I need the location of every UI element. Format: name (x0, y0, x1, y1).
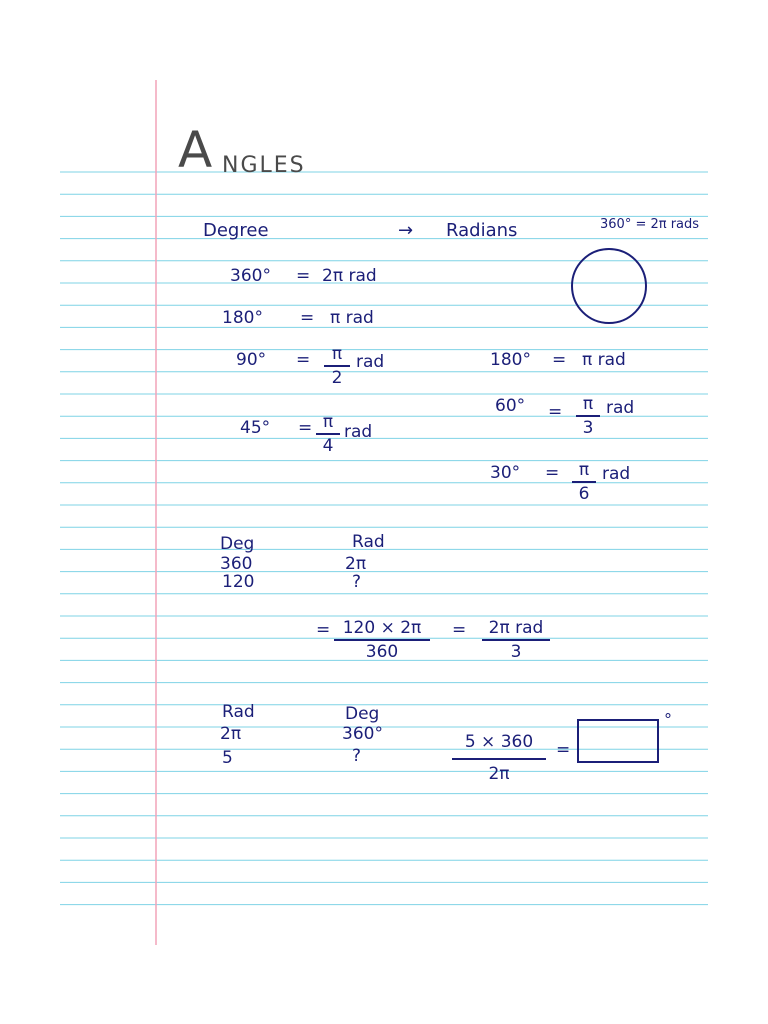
left-row-4-deg: 45° (240, 418, 271, 438)
calc2-degree-mark: ° (664, 710, 672, 729)
circle-note: 360° = 2π rads (600, 217, 700, 232)
table2-col2-header: Deg (345, 704, 380, 724)
right-row-2-fraction (576, 394, 600, 438)
fraction-denominator: 2π (488, 764, 510, 784)
calc1-fraction (334, 618, 430, 662)
left-row-4-fraction (316, 412, 340, 456)
right-row-2-deg: 60° (495, 396, 526, 416)
fraction-bar (482, 639, 550, 641)
answer-box (578, 720, 658, 762)
calc1-eq: = (316, 620, 331, 640)
right-row-3-fraction (572, 460, 596, 504)
right-row-3-deg: 30° (490, 463, 521, 483)
fraction-bar (316, 433, 340, 435)
table2-row1-col1: 2π (220, 724, 242, 744)
table1-col1-header: Deg (220, 534, 255, 554)
table2-col1-header: Rad (222, 702, 255, 722)
fraction-bar (572, 481, 596, 483)
right-row-1-rad: π rad (582, 350, 626, 370)
left-row-3-fraction (324, 344, 350, 388)
right-row-2-unit: rad (606, 398, 635, 418)
right-row-1-eq: = (552, 350, 567, 370)
calc1-result (482, 618, 550, 662)
fraction-denominator: 2 (331, 368, 343, 388)
fraction-bar (576, 415, 600, 417)
fraction-numerator: 2π rad (488, 618, 544, 638)
table1-row1-col2: 2π (345, 554, 367, 574)
fraction-bar (324, 365, 350, 367)
fraction-denominator: 3 (510, 642, 522, 662)
calc2-fraction (452, 732, 546, 784)
right-row-1-deg: 180° (490, 350, 531, 370)
left-row-1-deg: 360° (230, 266, 271, 286)
fraction-denominator: 360 (365, 642, 399, 662)
left-row-3-unit: rad (356, 352, 385, 372)
calc2-eq: = (556, 740, 571, 760)
table1-row2-col2: ? (352, 572, 362, 592)
fraction-numerator: 120 × 2π (342, 618, 422, 638)
fraction-denominator: 6 (578, 484, 590, 504)
right-row-2-eq: = (548, 402, 563, 422)
fraction-numerator: π (322, 412, 334, 432)
right-row-3-unit: rad (602, 464, 631, 484)
left-row-1-rad: 2π rad (322, 266, 377, 286)
fraction-numerator: π (578, 460, 590, 480)
right-row-3-eq: = (545, 463, 560, 483)
table2-row2-col1: 5 (222, 748, 233, 768)
table1-col2-header: Rad (352, 532, 385, 552)
circle-drawing (572, 249, 646, 323)
left-row-1-eq: = (296, 266, 311, 286)
left-row-4-unit: rad (344, 422, 373, 442)
degree-heading: Degree (203, 220, 269, 241)
calc1-eq2: = (452, 620, 467, 640)
table1-row2-col1: 120 (222, 572, 255, 592)
left-row-2-rad: π rad (330, 308, 374, 328)
left-row-4-eq: = (298, 418, 313, 438)
title-rest: NGLES (222, 153, 306, 178)
left-row-3-eq: = (296, 350, 311, 370)
fraction-numerator: π (582, 394, 594, 414)
table1-row1-col1: 360 (220, 554, 253, 574)
table2-row1-col2: 360° (342, 724, 383, 744)
arrow-icon: → (398, 220, 414, 241)
left-row-3-deg: 90° (236, 350, 267, 370)
fraction-bar (452, 758, 546, 760)
title-first-letter: A (178, 121, 213, 179)
fraction-numerator: π (331, 344, 343, 364)
fraction-bar (334, 639, 430, 641)
fraction-denominator: 4 (322, 436, 334, 456)
left-row-2-eq: = (300, 308, 315, 328)
fraction-denominator: 3 (582, 418, 594, 438)
table2-row2-col2: ? (352, 746, 362, 766)
left-row-2-deg: 180° (222, 308, 263, 328)
radians-heading: Radians (446, 220, 518, 241)
fraction-numerator: 5 × 360 (464, 732, 534, 752)
